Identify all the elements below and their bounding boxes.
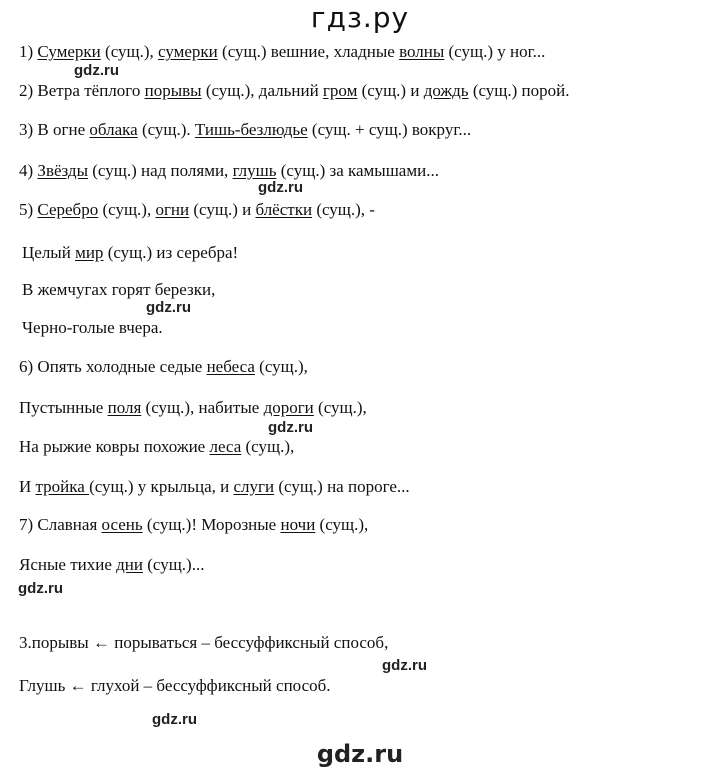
text-segment: 5) (19, 200, 38, 219)
text-segment: 3.порывы ← порываться – бессуффиксный способ, (19, 633, 389, 652)
text-line (19, 515, 368, 535)
underlined-word: ночи (280, 515, 316, 534)
text-line (19, 676, 331, 696)
underlined-word: тройка (35, 477, 90, 496)
text-segment: (сущ.), (98, 200, 156, 219)
text-line (19, 357, 308, 377)
text-line (19, 398, 367, 418)
underlined-word: небеса (206, 357, 255, 376)
underlined-word: глушь (232, 161, 277, 180)
text-line (19, 555, 204, 575)
text-segment: (сущ.), (241, 437, 295, 456)
text-segment: (сущ.), (313, 398, 367, 417)
text-segment: 3) В огне (19, 120, 90, 139)
underlined-word: гром (322, 81, 358, 100)
text-line (19, 42, 545, 62)
underlined-word: дни (116, 555, 143, 574)
text-line (22, 243, 238, 263)
text-line (19, 120, 471, 140)
text-segment: (сущ.) у крыльца, и (89, 477, 234, 496)
watermark: gdz.ru (74, 62, 119, 79)
text-segment: И (19, 477, 36, 496)
underlined-word: мир (75, 243, 104, 262)
watermark: gdz.ru (146, 299, 191, 316)
underlined-word: Тишь-безлюдье (194, 120, 308, 139)
underlined-word: поля (107, 398, 142, 417)
underlined-word: Звёзды (37, 161, 88, 180)
text-line (22, 318, 163, 338)
text-line (19, 633, 388, 653)
text-segment: 1) (19, 42, 38, 61)
text-segment: (сущ.) вешние, хладные (217, 42, 400, 61)
text-segment: 6) Опять холодные седые (19, 357, 207, 376)
underlined-word: Сумерки (37, 42, 101, 61)
watermark: gdz.ru (382, 657, 427, 674)
text-segment: (сущ.), дальний (201, 81, 323, 100)
underlined-word: слуги (233, 477, 275, 496)
text-segment: 4) (19, 161, 38, 180)
text-segment: (сущ.) из серебра! (103, 243, 239, 262)
watermark: gdz.ru (18, 580, 63, 597)
text-segment: (сущ.). (137, 120, 195, 139)
text-segment: Глушь ← глухой – бессуффиксный способ. (19, 676, 331, 695)
underlined-word: порывы (144, 81, 202, 100)
text-segment: (сущ.), (254, 357, 308, 376)
text-segment: 2) Ветра тёплого (19, 81, 145, 100)
underlined-word: осень (101, 515, 143, 534)
underlined-word: облака (89, 120, 138, 139)
underlined-word: волны (399, 42, 445, 61)
text-segment: (сущ.)! Морозные (142, 515, 281, 534)
text-line (19, 477, 410, 497)
watermark: gdz.ru (268, 419, 313, 436)
text-segment: (сущ.), (315, 515, 369, 534)
text-segment: (сущ.) и (357, 81, 424, 100)
text-line (19, 437, 294, 457)
text-segment: Целый (22, 243, 76, 262)
text-segment: Ясные тихие (19, 555, 117, 574)
text-segment: На рыжие ковры похожие (19, 437, 210, 456)
text-segment: (сущ. + сущ.) вокруг... (307, 120, 472, 139)
underlined-word: Серебро (37, 200, 99, 219)
text-segment: (сущ.) за камышами... (276, 161, 439, 180)
underlined-word: леса (209, 437, 242, 456)
site-title: гдз.ру (310, 1, 410, 34)
text-segment: В жемчугах горят березки, (22, 280, 216, 299)
text-segment: (сущ.) и (189, 200, 256, 219)
text-segment: (сущ.) у ног... (444, 42, 546, 61)
text-segment: (сущ.) над полями, (88, 161, 233, 180)
underlined-word: дороги (263, 398, 314, 417)
underlined-word: блёстки (255, 200, 313, 219)
text-segment: Черно-голые вчера. (22, 318, 163, 337)
text-line (19, 81, 570, 101)
watermark: gdz.ru (258, 179, 303, 196)
watermark: gdz.ru (152, 711, 197, 728)
underlined-word: сумерки (158, 42, 218, 61)
text-line (19, 200, 375, 220)
text-segment: Пустынные (19, 398, 108, 417)
text-segment: 7) Славная (19, 515, 102, 534)
text-segment: (сущ.)... (142, 555, 205, 574)
text-segment: (сущ.), (100, 42, 159, 61)
text-segment: (сущ.) порой. (468, 81, 570, 100)
text-segment: (сущ.), набитые (141, 398, 264, 417)
text-segment: (сущ.) на пороге... (274, 477, 410, 496)
text-line (19, 161, 439, 181)
text-line (22, 280, 215, 300)
footer-watermark: gdz.ru (316, 740, 404, 768)
underlined-word: огни (155, 200, 190, 219)
underlined-word: дождь (423, 81, 469, 100)
text-segment: (сущ.), - (312, 200, 375, 219)
